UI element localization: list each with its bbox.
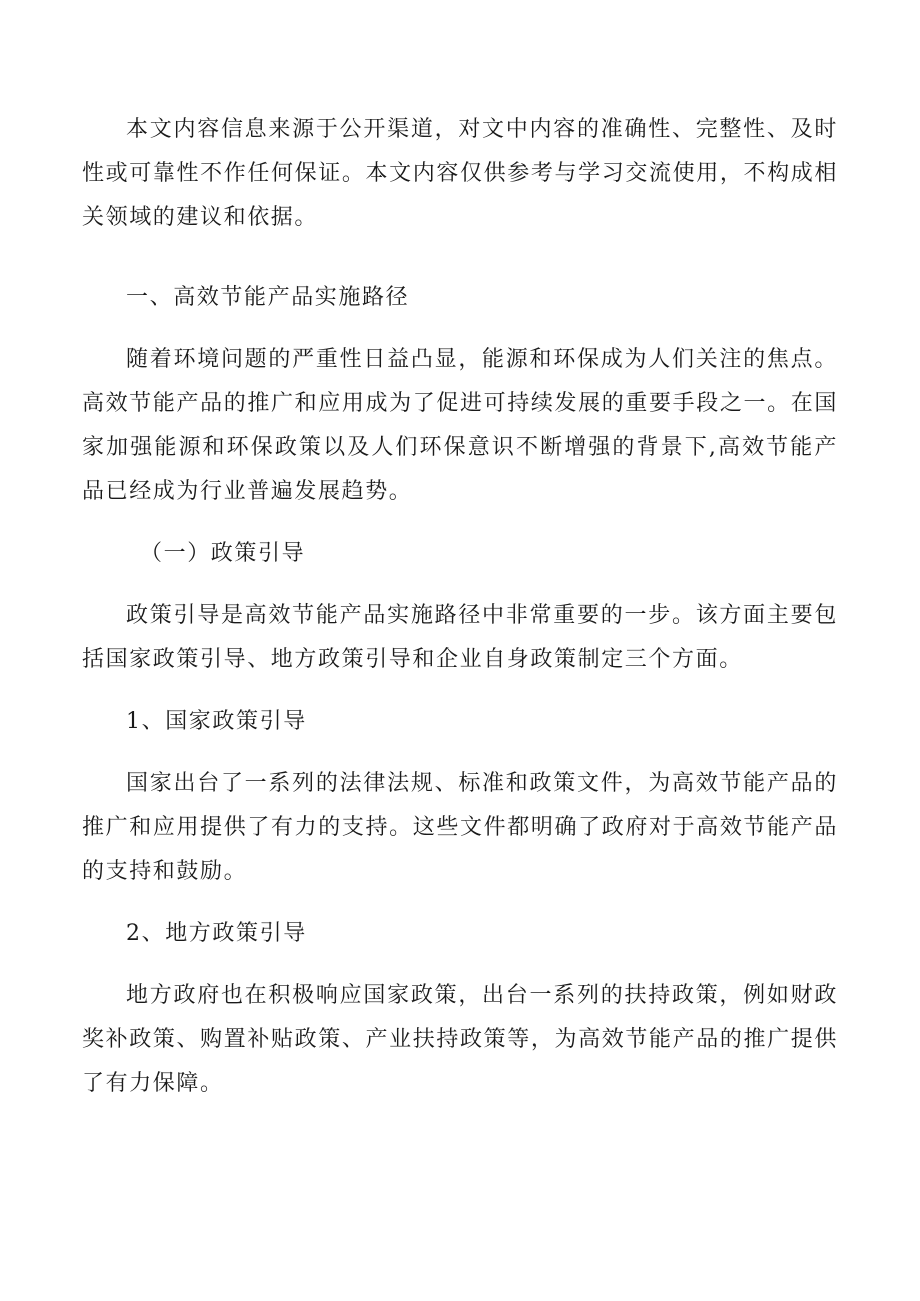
disclaimer-paragraph: 本文内容信息来源于公开渠道，对文中内容的准确性、完整性、及时性或可靠性不作任何保证。本文内容仅供参考与学习交流使用，不构成相关领域的建议和依据。 (82, 117, 838, 230)
section-intro-paragraph: 随着环境问题的严重性日益凸显，能源和环保成为人们关注的焦点。高效节能产品的推广和应用成为了促进可持续发展的重要手段之一。在国家加强能源和环保政策以及人们环保意识不断增强的背景下,高效节能产品已经成为行业普遍发展趋势。 (82, 347, 838, 504)
subsection-intro-paragraph: 政策引导是高效节能产品实施路径中非常重要的一步。该方面主要包括国家政策引导、地方政策引导和企业自身政策制定三个方面。 (82, 603, 838, 672)
item-body-national: 国家出台了一系列的法律法规、标准和政策文件，为高效节能产品的推广和应用提供了有力的支持。这些文件都明确了政府对于高效节能产品的支持和鼓励。 (82, 771, 838, 884)
item-heading-local: 2、地方政策引导 (126, 921, 307, 946)
spacer (82, 956, 838, 974)
spacer (82, 894, 838, 912)
spacer (82, 320, 838, 338)
spacer (82, 514, 838, 532)
spacer (82, 744, 838, 762)
spacer (82, 576, 838, 594)
spacer (82, 240, 838, 276)
section-heading: 一、高效节能产品实施路径 (126, 285, 410, 310)
spacer (82, 682, 838, 700)
item-heading-national: 1、国家政策引导 (126, 709, 307, 734)
item-body-local: 地方政府也在积极响应国家政策，出台一系列的扶持政策，例如财政奖补政策、购置补贴政策、产业扶持政策等，为高效节能产品的推广提供了有力保障。 (82, 983, 838, 1096)
subsection-heading: （一）政策引导 (140, 541, 306, 566)
